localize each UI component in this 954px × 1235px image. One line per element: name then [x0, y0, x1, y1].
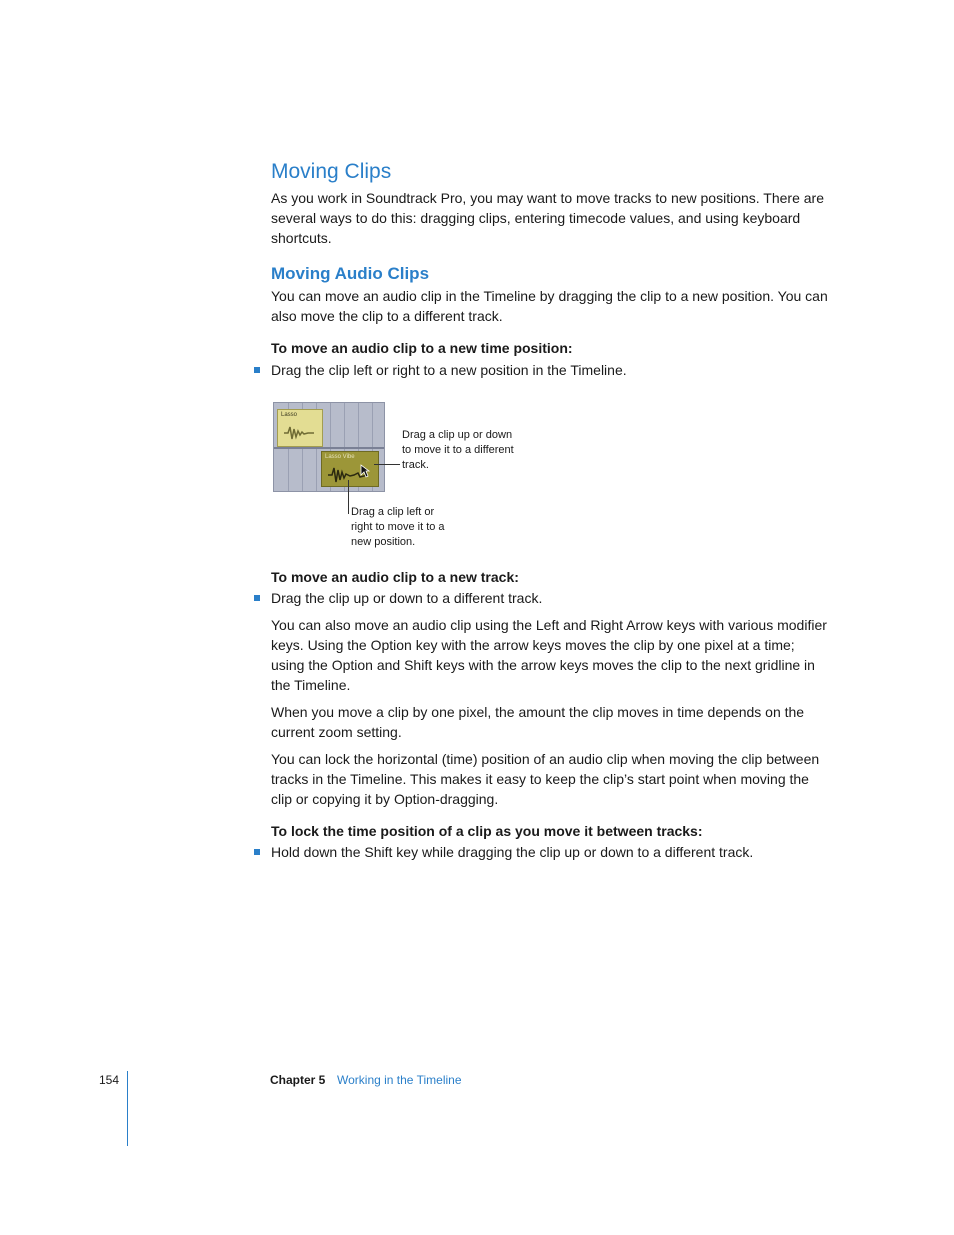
bullet-icon: [254, 849, 260, 855]
pointer-cursor-icon: [360, 464, 370, 478]
step-text: Hold down the Shift key while dragging the clip up or down to a different track.: [271, 844, 754, 860]
paragraph: You can also move an audio clip using the Left and Right Arrow keys with various modifier keys. Using the Option key with the arrow keys moves the clip by one pixel at a time; using the Option and Shift keys with the arrow keys moves the clip to the next gridline in the Timeline.: [271, 617, 827, 693]
subsection-title: Moving Audio Clips: [271, 264, 430, 283]
audio-clip-selected: [321, 451, 379, 487]
paragraph: When you move a clip by one pixel, the amount the clip moves in time depends on the current zoom setting.: [271, 704, 805, 740]
task-heading-lock-time: To lock the time position of a clip as you move it between tracks:: [271, 823, 703, 839]
callout-right: [402, 428, 514, 473]
callout-line-text: track.: [402, 459, 429, 471]
callout-line-text: to move it to a different: [402, 444, 514, 456]
clip-label: Lasso: [281, 412, 298, 418]
callout-line-text: new position.: [351, 536, 416, 548]
section-intro: As you work in Soundtrack Pro, you may want to move tracks to new positions. There are several ways to do this: dragging clips, entering timecode values, and using keyboard shortcuts.: [271, 190, 824, 246]
paragraph: You can lock the horizontal (time) position of an audio clip when moving the clip between tracks in the Timeline. This makes it easy to keep the clip’s start point when moving the clip or copying it by Option-dragging.: [271, 751, 820, 807]
section-title: Moving Clips: [271, 160, 392, 183]
waveform-icon: [284, 424, 314, 442]
chapter-label: Chapter 5: [270, 1073, 326, 1087]
callout-line-text: Drag a clip up or down: [402, 429, 513, 441]
list-item: [271, 842, 753, 862]
callout-bottom: [351, 505, 445, 550]
callout-line-text: Drag a clip left or: [351, 506, 435, 518]
audio-clip: [277, 409, 323, 447]
subsection-intro: You can move an audio clip in the Timeline by dragging the clip to a new position. You can also move the clip to a different track.: [271, 288, 828, 324]
callout-line: [348, 480, 349, 514]
step-text: Drag the clip left or right to a new position in the Timeline.: [271, 362, 627, 378]
bullet-icon: [254, 595, 260, 601]
task-heading-time-position: To move an audio clip to a new time position:: [271, 340, 573, 356]
list-item: [271, 588, 542, 608]
callout-line: [374, 464, 400, 465]
track-divider: [274, 447, 384, 449]
footer-rule: [127, 1071, 128, 1146]
page-number: 154: [99, 1073, 120, 1087]
list-item: [271, 360, 627, 380]
bullet-icon: [254, 367, 260, 373]
step-text: Drag the clip up or down to a different track.: [271, 590, 543, 606]
task-heading-new-track: To move an audio clip to a new track:: [271, 569, 519, 585]
chapter-title: Working in the Timeline: [337, 1073, 462, 1087]
callout-line-text: right to move it to a: [351, 521, 445, 533]
clip-label: Lasso Vibe: [325, 454, 355, 460]
timeline-screenshot: [273, 402, 385, 492]
